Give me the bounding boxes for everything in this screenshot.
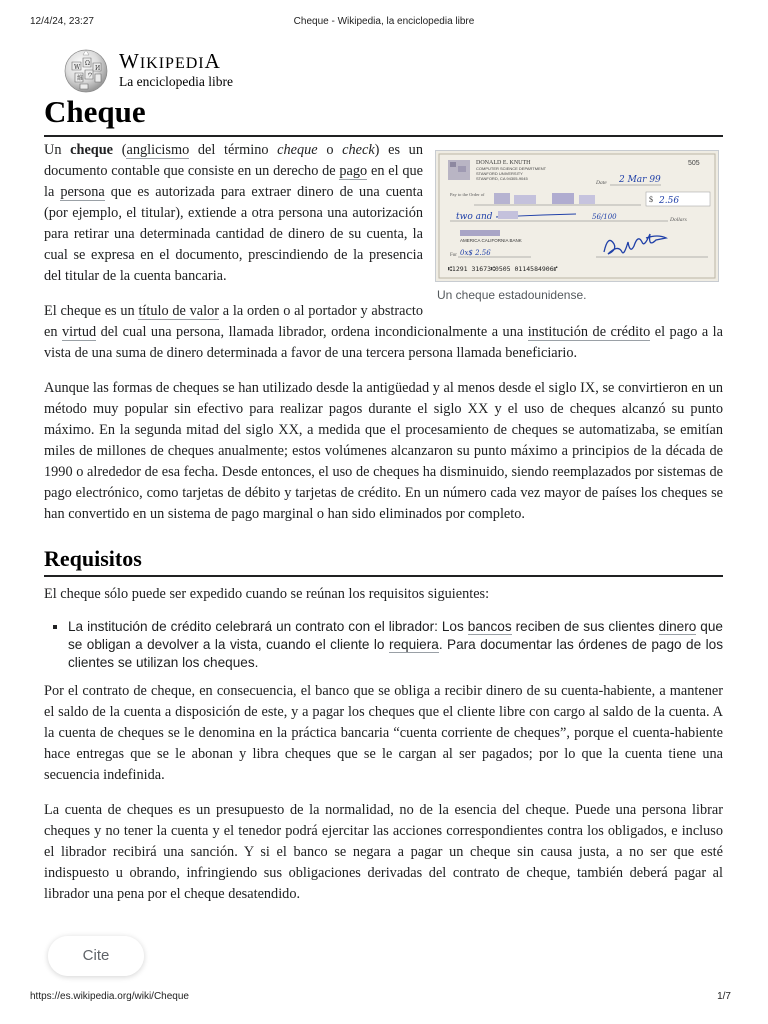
check-dollars-label: Dollars [670, 217, 687, 223]
svg-text:Ω: Ω [85, 60, 90, 67]
title-divider [44, 135, 723, 137]
print-page-number: 1/7 [717, 991, 731, 1002]
requisitos-list [44, 618, 723, 672]
figure-caption: Un cheque estadounidense. [437, 288, 587, 302]
list-item: ▪ La institución de crédito celebrará un contrato con el librador: Los bancos reciben de sus clientes dinero que se obligan a devolver a la vista, cuando el cliente lo requiera. Para documentar las órdenes de pago de los clientes se utilizan los cheques. [68, 618, 723, 672]
check-micr-line: ⑆1291 31673⑆0505 0114584906⑈ [448, 265, 558, 273]
check-date-label: Date [596, 180, 607, 186]
print-url: https://es.wikipedia.org/wiki/Cheque [30, 991, 189, 1002]
print-page-title: Cheque - Wikipedia, la enciclopedia libre [293, 16, 475, 27]
link-institucion-de-credito[interactable]: institución de crédito [527, 324, 651, 340]
check-for-label: For [450, 253, 457, 258]
check-addr1: COMPUTER SCIENCE DEPARTMENT [476, 166, 547, 171]
check-fraction: 56/100 [592, 213, 617, 221]
print-header [30, 16, 738, 30]
link-anglicismo[interactable]: anglicismo [126, 142, 190, 158]
link-titulo-de-valor[interactable]: título de valor [138, 303, 220, 319]
svg-text:維: 維 [77, 75, 84, 82]
link-bancos[interactable]: bancos [467, 619, 512, 634]
check-date-value: 2 Mar 99 [619, 175, 661, 185]
link-dinero[interactable]: dinero [658, 619, 697, 634]
check-addr2: STANFORD UNIVERSITY [476, 171, 523, 176]
svg-text:W: W [74, 64, 81, 71]
wikipedia-wordmark: WIKIPEDIA [119, 49, 221, 73]
check-bank: AMERICA CALIFORNIA BANK [460, 238, 522, 243]
page-title: Cheque [44, 94, 146, 129]
link-persona[interactable]: persona [60, 184, 105, 200]
wikipedia-logo[interactable] [62, 46, 262, 94]
check-amount: 2.56 [659, 196, 680, 206]
svg-text:И: И [95, 65, 101, 72]
intro-paragraph: Un cheque (anglicismo del término cheque o check) es un documento contable que consiste en un derecho de pago en el que la persona que es autorizada para extraer dinero de una cuenta (por ejemplo, el titular), extiende a otra persona una autorización para retirar una determinada cantidad de dinero de su cuenta, la cual se expresa en el documento, prescindiendo de la presencia del titular de la cuenta bancaria. [44, 142, 423, 284]
definition-paragraph: El cheque es un título de valor a la orden o al portador y abstracto en virtud del cual una persona, llamada librador, ordena incondicionalmente a una institución de crédito el pago a la vista de una suma de dinero determinada a favor de una tercera persona llamada beneficiario. [44, 303, 723, 361]
check-image[interactable] [435, 150, 719, 282]
check-amount-words: two and [456, 212, 493, 222]
print-datetime: 12/4/24, 23:27 [30, 16, 94, 27]
check-addr3: STANFORD, CA 94305-9045 [476, 176, 528, 181]
wikipedia-tagline: La enciclopedia libre [119, 74, 233, 89]
check-memo: 0x$ 2.56 [460, 249, 491, 257]
section-title-requisitos: Requisitos [44, 546, 142, 571]
history-paragraph: Aunque las formas de cheques se han utilizado desde la antigüedad y al menos desde el siglo IX, se convirtieron en un método muy popular sin efectivo para realizar pagos durante el siglo XX y el uso de cheques alcanzó su punto máximo. En la segunda mitad del siglo XX, a medida que el procesamiento de cheques se automatizaba, se emitían miles de millones de cheques anualmente; estos volúmenes alcanzaron su punto máximo a principios de la década de 1990 o alrededor de esa fecha. Desde entonces, el uso de cheques ha disminuido, siendo reemplazados por sistemas de pago electrónico, como tarjetas de débito y tarjetas de crédito. En un número cada vez mayor de países los cheques se han convertido en un sistema de pago marginal o han sido eliminados por completo. [44, 380, 723, 522]
link-pago[interactable]: pago [339, 163, 368, 179]
print-footer [30, 991, 738, 1005]
check-dollar-sign: $ [649, 195, 653, 204]
wikipedia-globe-icon [62, 46, 110, 94]
account-paragraph: La cuenta de cheques es un presupuesto de la normalidad, no de la esencia del cheque. Puede una persona librar cheques y no tener la cuenta y el tenedor podrá ejercitar las acciones correspondientes contra los obligados, e incluso el librador recibirá una sanción. Y si el banco se negara a pagar un cheque sin causa justa, a no ser que esté indispuesto u obrando, infringiendo sus obligaciones derivadas del contrato de cheque, también deberá pagar al librador una pena por el cheque desatendido. [44, 802, 723, 902]
link-requiera[interactable]: requiera [388, 637, 439, 652]
svg-text:ウ: ウ [87, 72, 94, 79]
check-illustration [436, 151, 718, 281]
contract-paragraph: Por el contrato de cheque, en consecuencia, el banco que se obliga a recibir dinero de su cuenta-habiente, a mantener el saldo de la cuenta a disposición de este, y a pagar los cheques que el cliente libre con cargo al saldo de la cuenta. A la cuenta de cheques se le denomina en la práctica bancaria “cuenta corriente de cheques”, porque el cuenta-habiente hace entregas que se le abonan y libra cheques que se le cargan al ser pagados; por lo que la cuenta tiene una secuencia indefinida. [44, 683, 723, 783]
requisitos-lead: El cheque sólo puede ser expedido cuando se reúnan los requisitos siguientes: [44, 586, 490, 602]
check-number: 505 [688, 160, 700, 167]
link-virtud[interactable]: virtud [62, 324, 97, 340]
check-figure [435, 150, 723, 306]
check-payee-label: Pay to the Order of [450, 192, 485, 197]
article-content [44, 140, 723, 905]
cite-button[interactable]: Cite [48, 936, 144, 976]
section-divider [44, 575, 723, 577]
check-name: DONALD E. KNUTH [476, 160, 531, 166]
